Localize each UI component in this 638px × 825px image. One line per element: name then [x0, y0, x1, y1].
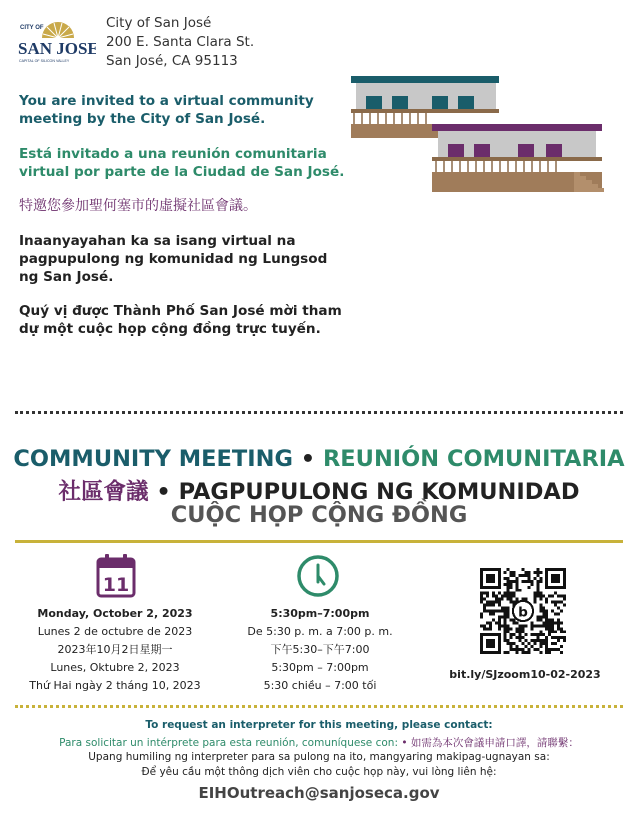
- address-line-3: San José, CA 95113: [106, 53, 238, 69]
- address-line-2: 200 E. Santa Clara St.: [106, 34, 255, 50]
- interpreter-chinese: 如需為本次會議申請口譯，請聯繫：: [410, 737, 579, 749]
- title-separator: •: [148, 479, 179, 505]
- dotted-divider-top: [15, 411, 623, 414]
- meeting-link[interactable]: bit.ly/SJzoom10-02-2023: [449, 668, 601, 681]
- title-tagalog: PAGPUPULONG NG KOMUNIDAD: [178, 479, 580, 505]
- date-spanish: Lunes 2 de octubre de 2023: [37, 625, 193, 638]
- interpreter-tagalog: Upang humiling ng interpreter para sa pulong na ito, mangyaring makipag-ugnayan sa:: [88, 751, 550, 763]
- invitation-vietnamese: Quý vị được Thành Phố San José mời tham dự một cuộc họp cộng đồng trực tuyến.: [19, 303, 342, 337]
- logo-tagline: CAPITAL OF SILICON VALLEY: [19, 59, 70, 63]
- gold-divider: [15, 540, 623, 543]
- date-column: [10, 605, 220, 695]
- dotted-divider-bottom: [15, 705, 623, 708]
- time-english: 5:30pm–7:00pm: [270, 607, 370, 620]
- title-english: COMMUNITY MEETING: [13, 446, 293, 472]
- clock-icon: [296, 554, 340, 598]
- address-line-1: City of San José: [106, 15, 212, 31]
- title-vietnamese: CUỘC HỌP CỘNG ĐỒNG: [170, 502, 468, 528]
- title-line-1: [0, 446, 638, 472]
- date-chinese: 2023年10月2日星期一: [57, 643, 173, 656]
- date-english: Monday, October 2, 2023: [37, 607, 193, 620]
- calendar-icon: [96, 554, 136, 598]
- date-tagalog: Lunes, Oktubre 2, 2023: [50, 661, 180, 674]
- time-spanish: De 5:30 p. m. a 7:00 p. m.: [247, 625, 393, 638]
- time-tagalog: 5:30pm – 7:00pm: [271, 661, 369, 674]
- date-vietnamese: Thứ Hai ngày 2 tháng 10, 2023: [29, 679, 201, 692]
- address-block: [106, 14, 254, 71]
- logo-name: SAN JOSE: [18, 39, 96, 58]
- svg-text:b: b: [518, 604, 528, 621]
- invitation-spanish: Está invitado a una reunión comunitaria virtual por parte de la Ciudad de San José.: [19, 146, 345, 180]
- title-chinese: 社區會議: [58, 479, 149, 505]
- title-separator: •: [292, 446, 323, 472]
- time-column: [215, 605, 425, 695]
- invitation-tagalog: Inaanyayahan ka sa isang virtual na pagpupulong ng komunidad ng Lungsod ng San José.: [19, 233, 328, 285]
- calendar-day: 11: [102, 574, 130, 596]
- qr-code[interactable]: [480, 568, 566, 654]
- contact-email[interactable]: EIHOutreach@sanjoseca.gov: [198, 784, 440, 802]
- interpreter-english: To request an interpreter for this meeting, please contact:: [145, 719, 493, 731]
- interpreter-vietnamese: Để yêu cầu một thông dịch viên cho cuộc họp này, vui lòng liên hệ:: [141, 766, 497, 778]
- interpreter-separator: •: [398, 737, 411, 749]
- invitation-english: You are invited to a virtual community meeting by the City of San José.: [19, 93, 314, 127]
- title-spanish: REUNIÓN COMUNITARIA: [322, 446, 625, 472]
- buildings-illustration: [348, 74, 608, 198]
- time-vietnamese: 5:30 chiều – 7:00 tối: [263, 679, 377, 692]
- logo-top-text: CITY OF: [20, 25, 44, 31]
- city-logo: [18, 16, 96, 68]
- interpreter-spanish: Para solicitar un intérprete para esta reunión, comuníquese con:: [59, 737, 398, 749]
- invitation-chinese: 特邀您參加聖何塞市的虛擬社區會議。: [19, 198, 257, 214]
- time-chinese: 下午5:30–下午7:00: [270, 643, 370, 656]
- interpreter-spanish-chinese: [0, 735, 638, 750]
